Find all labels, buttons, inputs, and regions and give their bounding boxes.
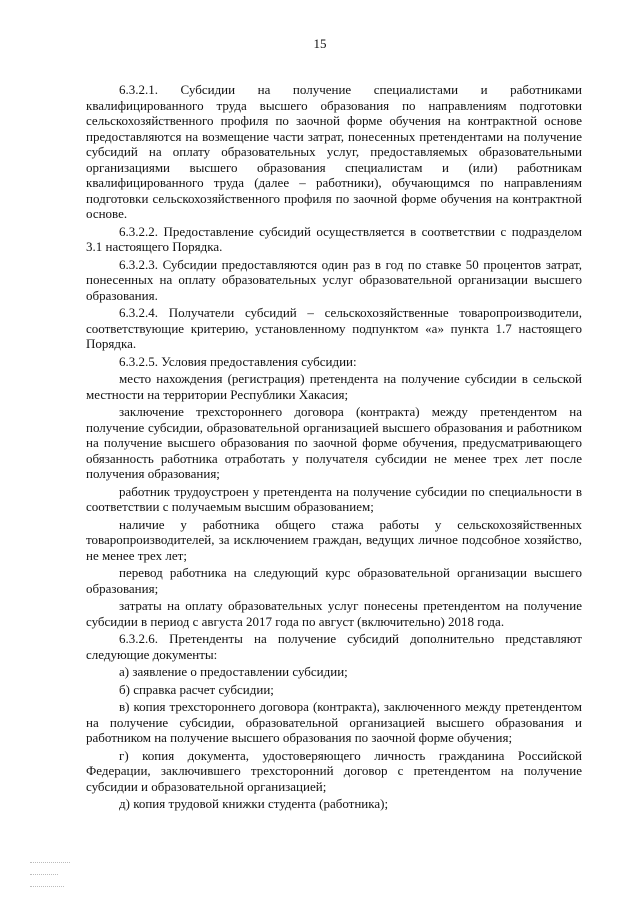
document-item-g: г) копия документа, удостоверяющего личность гражданина Российской Федерации, заключившего трехсторонний договор с претендентом на получение субсидии и образовательной организацией; <box>86 747 582 794</box>
condition-costs-period: затраты на оплату образовательных услуг понесены претендентом на получение субсидии в период с августа 2017 года по август (включительно) 2018 года. <box>86 598 582 629</box>
condition-transfer: перевод работника на следующий курс образовательной организации высшего образования; <box>86 565 582 596</box>
scan-artifact <box>30 886 64 887</box>
document-item-v: в) копия трехстороннего договора (контракта), заключенного между претендентом на получение субсидии, образовательной организацией высшего образования и работником на получение высшего образования по заочной форме обучения; <box>86 699 582 745</box>
document-item-a: а) заявление о предоставлении субсидии; <box>119 664 348 679</box>
paragraph-6-3-2-1: 6.3.2.1. Субсидии на получение специалистами и работниками квалифицированного труда высшего образования по направлениям подготовки сельскохозяйственного профиля по заочной форме обучения на контрактной основе предоставляются на возмещение части затрат, понесенных претендентами на получение субсидий на оплату образовательных услуг, предоставляемых образовательными организациями высшего образования специалистам и (или) работникам квалифицированного труда (далее – работники), обучающимся по направлениям подготовки сельскохозяйственного профиля по заочной форме обучения на контрактной основе. <box>86 82 582 221</box>
paragraph-6-3-2-5: 6.3.2.5. Условия предоставления субсидии: <box>119 353 357 369</box>
condition-location: место нахождения (регистрация) претендента на получение субсидии в сельской местности на территории Республики Хакасия; <box>86 371 582 402</box>
document-item-b: б) справка расчет субсидии; <box>119 681 274 697</box>
paragraph-6-3-2-2: 6.3.2.2. Предоставление субсидий осуществляется в соответствии с подразделом 3.1 настоящего Порядка. <box>86 223 582 254</box>
condition-contract: заключение трехстороннего договора (контракта) между претендентом на получение субсидии, образовательной организацией высшего образования и работником на получение высшего образования по заочной форме обучения, предусматривающего обязанность работника отработать у получателя субсидии не менее трех лет после получения образования; <box>86 404 582 481</box>
document-item-d: д) копия трудовой книжки студента (работника); <box>119 796 389 811</box>
scan-artifact <box>30 862 70 863</box>
page-number: 15 <box>313 36 327 51</box>
paragraph-6-3-2-4: 6.3.2.4. Получатели субсидий – сельскохозяйственные товаропроизводители, соответствующие критерию, установленному подпунктом «а» пункта 1.7 настоящего Порядка. <box>86 305 582 351</box>
document-body <box>86 82 582 814</box>
paragraph-6-3-2-3: 6.3.2.3. Субсидии предоставляются один раз в год по ставке 50 процентов затрат, понесенных на оплату образовательных услуг образовательной организации высшего образования. <box>86 256 582 303</box>
paragraph-6-3-2-6: 6.3.2.6. Претенденты на получение субсидий дополнительно представляют следующие документы: <box>86 631 582 662</box>
scan-artifact <box>30 874 58 875</box>
condition-experience: наличие у работника общего стажа работы у сельскохозяйственных товаропроизводителей, за исключением граждан, ведущих личное подсобное хозяйство, не менее трех лет; <box>86 516 582 563</box>
condition-employment: работник трудоустроен у претендента на получение субсидии по специальности в соответствии с получаемым высшим образованием; <box>86 483 582 514</box>
